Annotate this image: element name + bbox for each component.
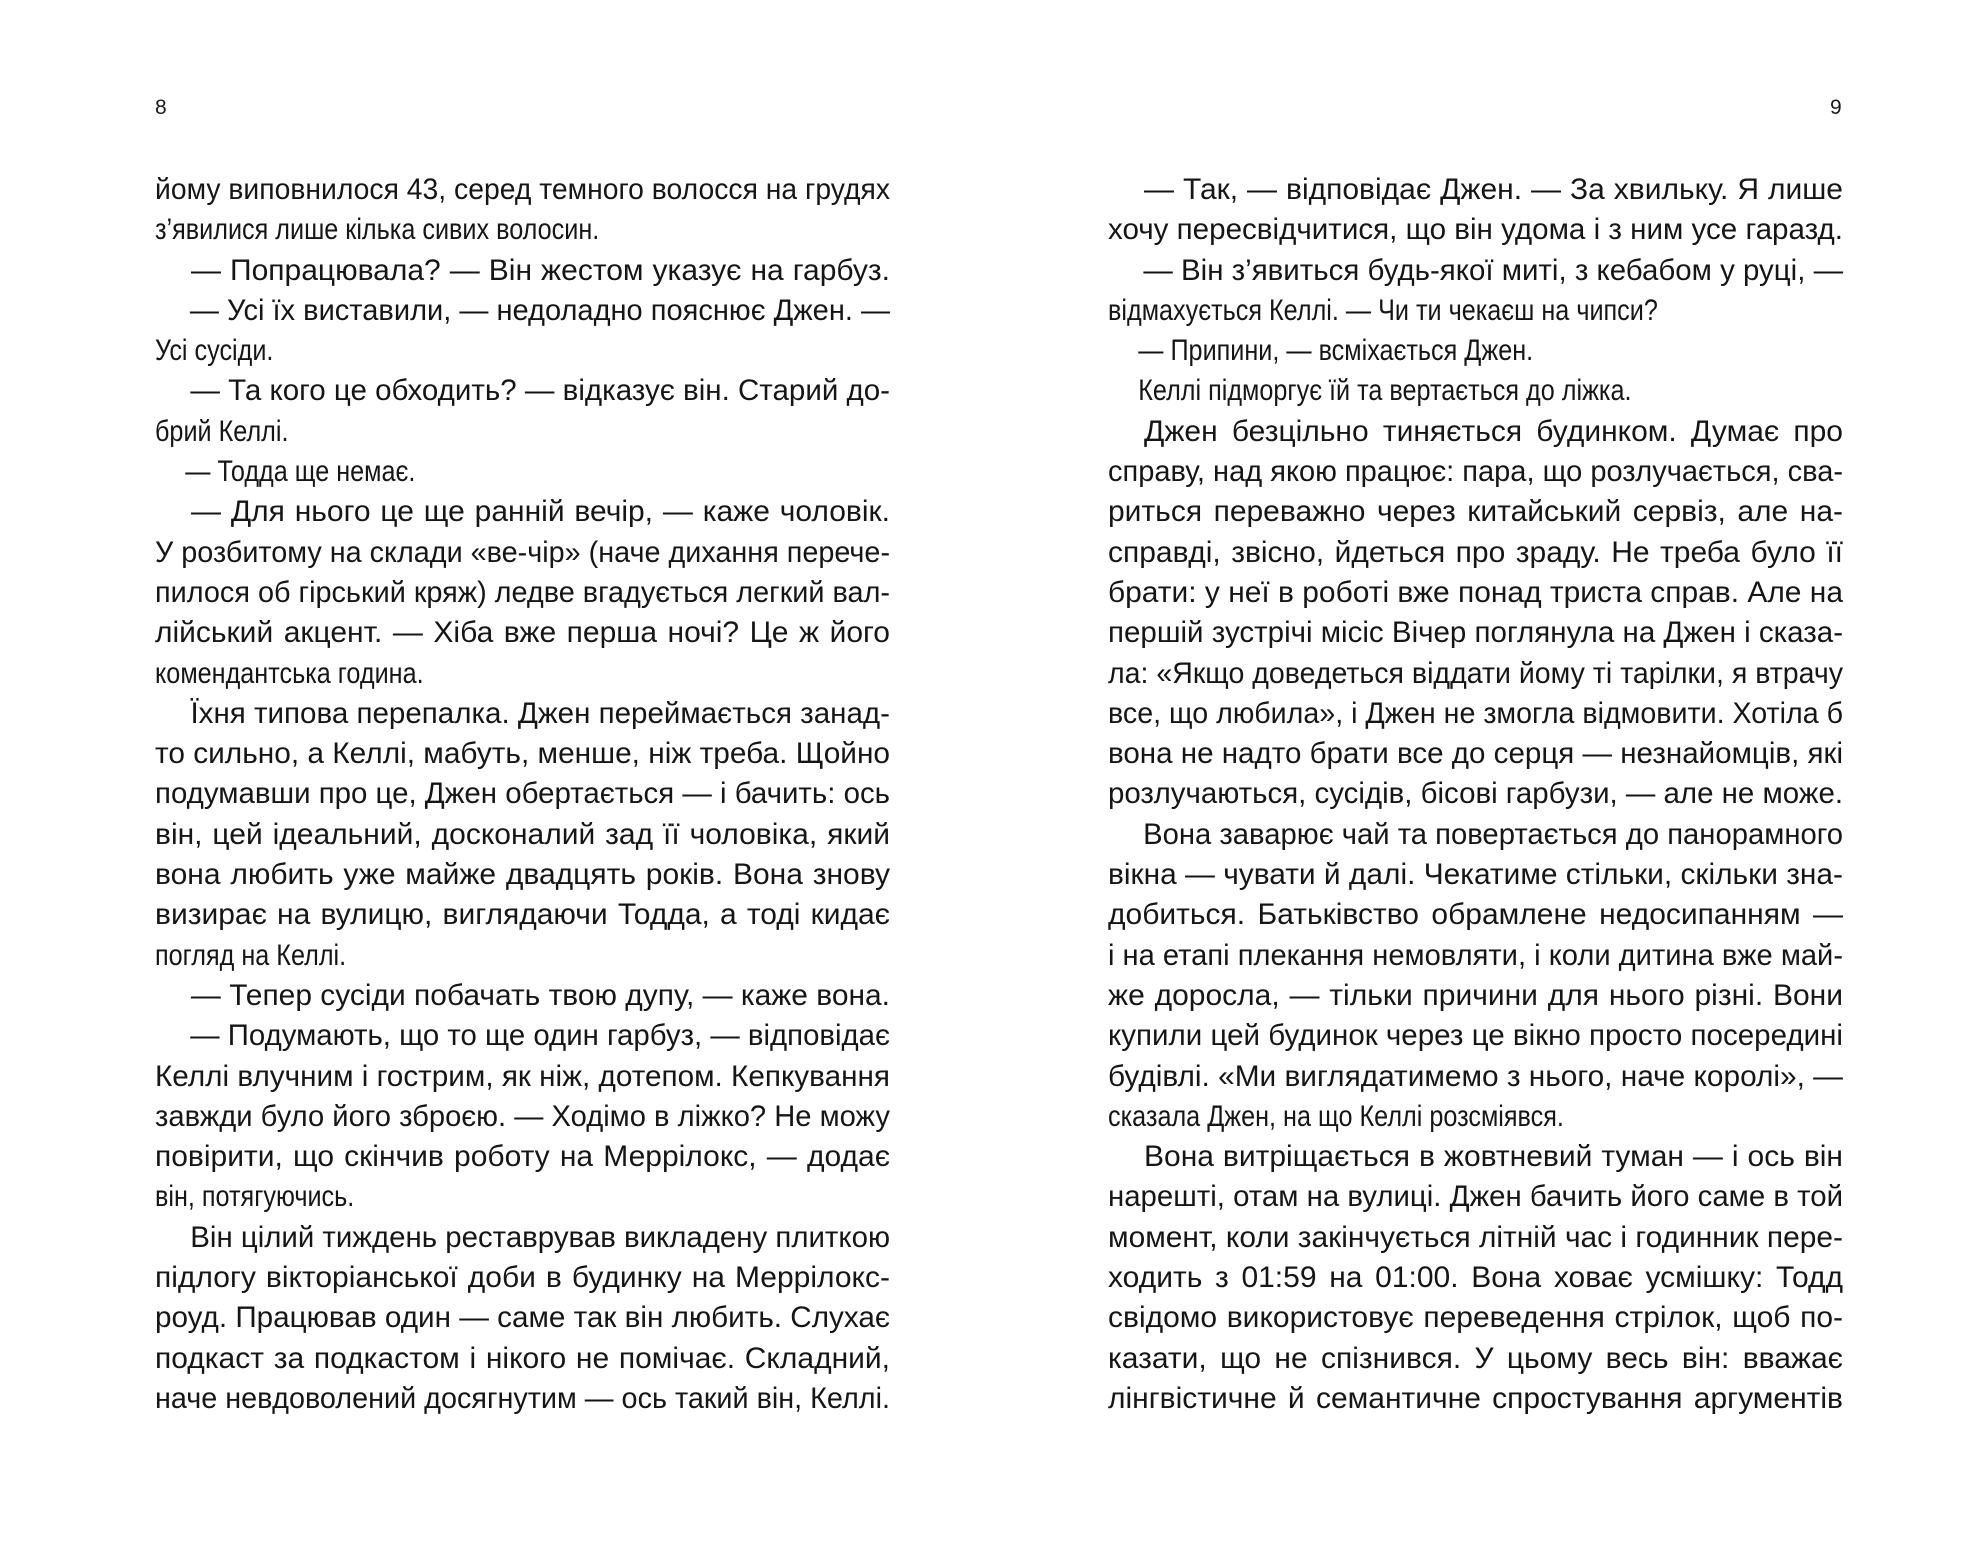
text-line-content: — Усі їх виставили, — недоладно пояснює Джен. — bbox=[189, 293, 891, 327]
text-line bbox=[1108, 533, 1843, 573]
text-line-content: все, що любила», і Джен не змогла відмовити. Хотіла б bbox=[1108, 696, 1843, 730]
text-line-content: ходить з 01:59 на 01:00. Вона ховає усмішку: Тодд bbox=[1108, 1261, 1843, 1295]
text-line bbox=[1108, 371, 1843, 411]
text-line-content: — Подумають, що то ще один гарбуз, — відповідає bbox=[190, 1019, 891, 1053]
text-line-content: — Припини, — всміхається Джен. bbox=[1138, 334, 1534, 368]
text-line-content: справді, звісно, йдеться про зраду. Не треба було її bbox=[1108, 535, 1843, 569]
text-line-content: Келлі влучним і гострим, як ніж, дотепом. Кепкування bbox=[155, 1059, 890, 1093]
text-line-content: брий Келлі. bbox=[155, 414, 289, 448]
text-line-content: він, потягуючись. bbox=[155, 1180, 355, 1214]
text-line-content: йому виповнилося 43, серед темного волосся на грудях bbox=[155, 173, 891, 206]
text-line bbox=[1108, 774, 1843, 814]
text-line bbox=[1108, 1339, 1843, 1379]
text-line bbox=[1108, 855, 1843, 895]
text-line-content: першій зустрічі місіс Вічер поглянула на Джен і сказа- bbox=[1108, 616, 1844, 650]
text-line bbox=[1108, 1177, 1843, 1217]
text-line bbox=[1108, 654, 1843, 694]
text-line bbox=[1108, 1298, 1843, 1338]
text-line-content: риться переважно через китайський сервіз, але на- bbox=[1108, 495, 1843, 529]
text-line bbox=[155, 1057, 890, 1097]
text-line-content: свідомо використовує переведення стрілок, щоб по- bbox=[1108, 1301, 1843, 1335]
text-line bbox=[155, 1016, 890, 1056]
text-line bbox=[1108, 1218, 1843, 1258]
text-line-content: момент, коли закінчується літній час і годинник пере- bbox=[1108, 1220, 1844, 1254]
text-line-content: Джен безцільно тиняється будинком. Думає про bbox=[1144, 414, 1843, 448]
text-line-content: Їхня типова перепалка. Джен переймається занад- bbox=[190, 696, 890, 730]
text-line bbox=[155, 734, 890, 774]
text-line-content: — Та кого це обходить? — відказує він. Старий до- bbox=[190, 374, 891, 408]
text-line-content: роуд. Працював один — саме так він любить. Слухає bbox=[155, 1301, 891, 1335]
text-line bbox=[155, 331, 890, 371]
text-line bbox=[155, 1218, 890, 1258]
text-line bbox=[1108, 936, 1843, 976]
text-line bbox=[1108, 452, 1843, 492]
text-line-content: він, цей ідеальний, досконалий зад її чоловіка, який bbox=[155, 817, 890, 851]
text-line bbox=[155, 1379, 890, 1419]
text-line bbox=[1108, 1379, 1843, 1419]
text-line-content: пилося об гірський кряж) ледве вгадується легкий вал- bbox=[155, 575, 891, 609]
text-line-content: Усі сусіди. bbox=[155, 334, 274, 368]
text-line bbox=[1108, 613, 1843, 653]
text-line-content: подумавши про це, Джен обертається — і бачить: ось bbox=[155, 777, 890, 811]
text-line bbox=[1108, 251, 1843, 291]
text-line bbox=[155, 976, 890, 1016]
text-line bbox=[1108, 210, 1843, 250]
page-number-left: 8 bbox=[155, 96, 167, 119]
text-line-content: — Він з’явиться будь-якої миті, з кебабом у руці, — bbox=[1143, 253, 1844, 287]
text-line bbox=[155, 936, 890, 976]
text-line-content: брати: у неї в роботі вже понад триста справ. Але на bbox=[1108, 575, 1843, 609]
text-line-content: сказала Джен, на що Келлі розсміявся. bbox=[1108, 1099, 1564, 1133]
text-line-content: то сильно, а Келлі, мабуть, менше, ніж треба. Щойно bbox=[155, 737, 891, 771]
text-line-content: нарешті, отам на вулиці. Джен бачить його саме в той bbox=[1108, 1180, 1843, 1214]
text-line-content: погляд на Келлі. bbox=[155, 938, 347, 972]
text-line-content: відмахується Келлі. — Чи ти чекаєш на чипси? bbox=[1108, 293, 1658, 327]
text-line bbox=[155, 1177, 890, 1217]
left-page-text bbox=[155, 170, 890, 1419]
text-line-content: вікна — чувати й далі. Чекатиме стільки, скільки зна- bbox=[1108, 858, 1844, 892]
text-line bbox=[155, 251, 890, 291]
text-line-content: лійський акцент. — Хіба вже перша ночі? Це ж його bbox=[155, 616, 890, 650]
text-line-content: Келлі підморгує їй та вертається до ліжка. bbox=[1138, 374, 1632, 408]
page-number-right: 9 bbox=[1830, 96, 1842, 119]
text-line bbox=[155, 855, 890, 895]
text-line bbox=[1108, 734, 1843, 774]
text-line bbox=[1108, 1016, 1843, 1056]
text-line-content: наче невдоволений досягнутим — ось такий він, Келлі. bbox=[155, 1381, 890, 1415]
text-line-content: — Попрацювала? — Він жестом указує на гарбуз. bbox=[191, 253, 890, 287]
text-line-content: — Тепер сусіди побачать твою дупу, — каже вона. bbox=[190, 978, 890, 1012]
text-line bbox=[1108, 1097, 1843, 1137]
right-page-text bbox=[1108, 170, 1843, 1419]
text-line-content: комендантська година. bbox=[155, 656, 424, 690]
text-line-content: вона любить уже майже двадцять років. Вона знову bbox=[155, 858, 890, 892]
text-line bbox=[1108, 492, 1843, 532]
text-line-content: повірити, що скінчив роботу на Меррілокс, — додає bbox=[155, 1140, 890, 1174]
text-line-content: добиться. Батьківство обрамлене недосипанням — bbox=[1108, 898, 1843, 932]
text-line-content: подкаст за подкастом і нікого не помічає. Складний, bbox=[155, 1341, 890, 1375]
text-line-content: Вона заварює чай та повертається до панорамного bbox=[1143, 817, 1844, 851]
text-line bbox=[155, 654, 890, 694]
text-line bbox=[155, 573, 890, 613]
text-line-content: справу, над якою працює: пара, що розлучається, сва- bbox=[1108, 455, 1844, 489]
text-line-content: визирає на вулицю, виглядаючи Тодда, а тоді кидає bbox=[155, 898, 890, 932]
text-line-content: хочу пересвідчитися, що він удома і з ним усе гаразд. bbox=[1108, 213, 1843, 247]
text-line bbox=[155, 291, 890, 331]
text-line bbox=[155, 412, 890, 452]
text-line bbox=[1108, 412, 1843, 452]
text-line bbox=[1108, 976, 1843, 1016]
text-line bbox=[155, 452, 890, 492]
text-line bbox=[155, 1298, 890, 1338]
text-line-content: Вона витріщається в жовтневий туман — і ось він bbox=[1144, 1140, 1843, 1174]
text-line-content: вона не надто брати все до серця — незнайомців, які bbox=[1108, 737, 1844, 771]
text-line bbox=[155, 1258, 890, 1298]
text-line-content: підлогу вікторіанської доби в будинку на Меррілокс- bbox=[155, 1261, 890, 1295]
text-line bbox=[1108, 895, 1843, 935]
text-line-content: — Так, — відповідає Джен. — За хвильку. Я лише bbox=[1144, 173, 1843, 206]
text-line-content: У розбитому на склади «ве-чір» (наче дихання перече- bbox=[155, 535, 891, 569]
text-line bbox=[155, 170, 890, 210]
text-line-content: купили цей будинок через це вікно просто посередині bbox=[1108, 1019, 1843, 1053]
text-line bbox=[1108, 815, 1843, 855]
text-line bbox=[155, 1339, 890, 1379]
text-line-content: ла: «Якщо доведеться віддати йому ті тарілки, я втрачу bbox=[1108, 656, 1844, 690]
text-line-content: завжди було його зброєю. — Ходімо в ліжко? Не можу bbox=[155, 1099, 890, 1133]
text-line bbox=[155, 815, 890, 855]
text-line-content: же доросла, — тільки причини для нього різні. Вони bbox=[1108, 978, 1843, 1012]
text-line-content: з’явилися лише кілька сивих волосин. bbox=[155, 213, 600, 247]
text-line-content: — Для нього це ще ранній вечір, — каже чоловік. bbox=[191, 495, 890, 529]
text-line bbox=[1108, 573, 1843, 613]
text-line bbox=[155, 613, 890, 653]
text-line-content: розлучаються, сусідів, бісові гарбузи, — але не може. bbox=[1108, 777, 1844, 811]
text-line-content: Він цілий тиждень реставрував викладену плиткою bbox=[190, 1220, 891, 1254]
text-line bbox=[155, 492, 890, 532]
text-line bbox=[155, 210, 890, 250]
text-line-content: казати, що не спізнився. У цьому весь він: вважає bbox=[1108, 1341, 1843, 1375]
text-line bbox=[1108, 1258, 1843, 1298]
text-line bbox=[1108, 1057, 1843, 1097]
text-line bbox=[1108, 170, 1843, 210]
text-line bbox=[155, 895, 890, 935]
text-line bbox=[1108, 331, 1843, 371]
text-line bbox=[155, 1097, 890, 1137]
text-line bbox=[155, 694, 890, 734]
text-line bbox=[155, 774, 890, 814]
text-line bbox=[1108, 694, 1843, 734]
text-line-content: лінгвістичне й семантичне спростування аргументів bbox=[1108, 1381, 1843, 1415]
text-line-content: і на етапі плекання немовляти, і коли дитина вже май- bbox=[1108, 938, 1844, 972]
text-line bbox=[1108, 1137, 1843, 1177]
text-line bbox=[1108, 291, 1843, 331]
text-line-content: — Тодда ще немає. bbox=[185, 455, 416, 489]
text-line bbox=[155, 1137, 890, 1177]
text-line bbox=[155, 533, 890, 573]
text-line-content: будівлі. «Ми виглядатимемо з нього, наче королі», — bbox=[1108, 1059, 1843, 1093]
text-line bbox=[155, 371, 890, 411]
